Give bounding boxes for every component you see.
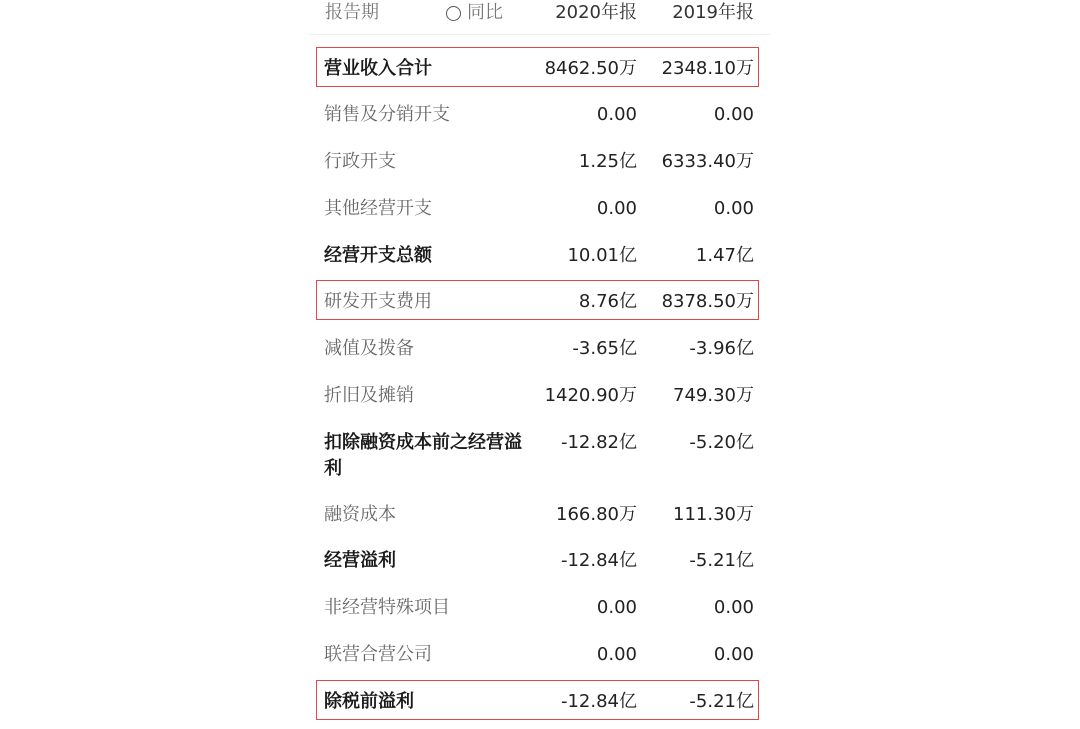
yoy-label: 同比 — [467, 2, 503, 23]
value-2020: -12.84亿 — [560, 691, 637, 712]
value-2020: 0.00 — [596, 198, 637, 219]
value-2019: 749.30万 — [673, 385, 754, 406]
row-label: 经营溢利 — [324, 550, 396, 571]
value-2019: 6333.40万 — [661, 151, 754, 172]
table-header — [308, 0, 770, 35]
row-label: 营业收入合计 — [324, 58, 432, 79]
value-2019: 8378.50万 — [661, 291, 754, 312]
radio-circle-icon[interactable] — [446, 6, 461, 21]
row-label: 联营合营公司 — [324, 644, 432, 665]
value-2020: 0.00 — [596, 644, 637, 665]
column-header-2020[interactable]: 2020年报 — [555, 2, 637, 23]
value-2020: -12.84亿 — [560, 550, 637, 571]
value-2019: -3.96亿 — [689, 338, 754, 359]
row-label: 折旧及摊销 — [324, 385, 414, 406]
income-statement-panel — [308, 0, 770, 729]
value-2019: -5.20亿 — [689, 432, 754, 453]
value-2019: 1.47亿 — [695, 245, 754, 266]
value-2019: 2348.10万 — [661, 58, 754, 79]
yoy-toggle[interactable] — [446, 1, 503, 25]
column-header-2019[interactable]: 2019年报 — [672, 2, 754, 23]
value-2019: -5.21亿 — [689, 550, 754, 571]
value-2019: 0.00 — [713, 198, 754, 219]
value-2020: 0.00 — [596, 104, 637, 125]
row-label: 扣除融资成本前之经营溢利 — [324, 432, 522, 479]
value-2019: 0.00 — [713, 644, 754, 665]
value-2019: 0.00 — [713, 597, 754, 618]
value-2019: 0.00 — [713, 104, 754, 125]
row-label: 融资成本 — [324, 504, 396, 525]
value-2020: 0.00 — [596, 597, 637, 618]
row-label: 行政开支 — [324, 151, 396, 172]
highlight-box — [316, 680, 759, 720]
row-label: 研发开支费用 — [324, 291, 432, 312]
value-2019: -5.21亿 — [689, 691, 754, 712]
value-2020: -3.65亿 — [572, 338, 637, 359]
highlight-box — [316, 47, 759, 87]
highlight-box — [316, 280, 759, 320]
value-2020: 8462.50万 — [544, 58, 637, 79]
row-label: 非经营特殊项目 — [324, 597, 450, 618]
row-label: 除税前溢利 — [324, 691, 414, 712]
row-label: 销售及分销开支 — [324, 104, 450, 125]
value-2020: 166.80万 — [556, 504, 637, 525]
row-label: 经营开支总额 — [324, 245, 432, 266]
value-2020: 1.25亿 — [578, 151, 637, 172]
row-label: 减值及拨备 — [324, 338, 414, 359]
value-2020: 10.01亿 — [567, 245, 637, 266]
value-2019: 111.30万 — [673, 504, 754, 525]
value-2020: -12.82亿 — [560, 432, 637, 453]
value-2020: 1420.90万 — [544, 385, 637, 406]
report-period-label: 报告期 — [325, 2, 379, 23]
value-2020: 8.76亿 — [578, 291, 637, 312]
row-label: 其他经营开支 — [324, 198, 432, 219]
